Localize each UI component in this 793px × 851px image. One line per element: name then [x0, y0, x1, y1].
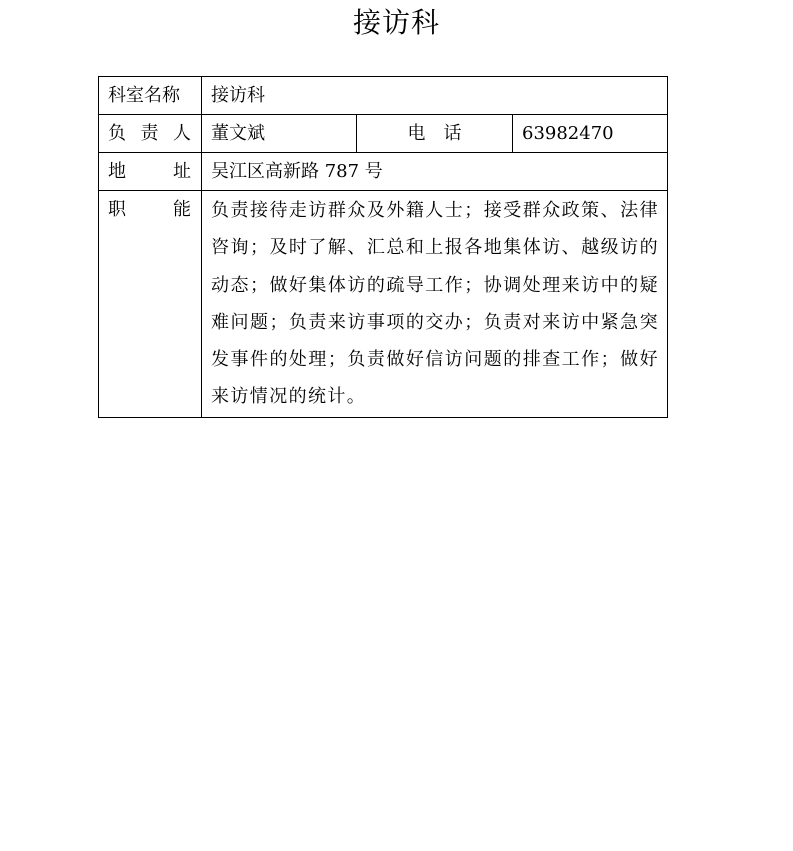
department-info-table: [98, 76, 668, 418]
phone-value: 63982470: [513, 115, 668, 153]
duties-label: [99, 191, 202, 418]
page-title: 接访科: [352, 6, 440, 39]
office-name-value: 接访科: [202, 77, 668, 115]
person-in-charge-label: [99, 115, 202, 153]
phone-label: 电 话: [357, 115, 513, 153]
duties-row: [99, 191, 668, 418]
office-name-label: 科室名称: [99, 77, 202, 115]
person-in-charge-label-text: 负 责 人: [108, 123, 191, 144]
address-value: 吴江区高新路 787 号: [202, 153, 668, 191]
address-label-text: 地 址: [108, 161, 191, 182]
address-row: [99, 153, 668, 191]
person-in-charge-value: 董文斌: [202, 115, 357, 153]
duties-value: 负责接待走访群众及外籍人士；接受群众政策、法律咨询；及时了解、汇总和上报各地集体访、越级访的动态；做好集体访的疏导工作；协调处理来访中的疑难问题；负责来访事项的交办；负责对来访中紧急突发事件的处理；负责做好信访问题的排查工作；做好来访情况的统计。: [202, 191, 668, 418]
address-label: [99, 153, 202, 191]
office-name-row: [99, 77, 668, 115]
duties-label-text: 职 能: [108, 199, 191, 220]
person-in-charge-row: [99, 115, 668, 153]
